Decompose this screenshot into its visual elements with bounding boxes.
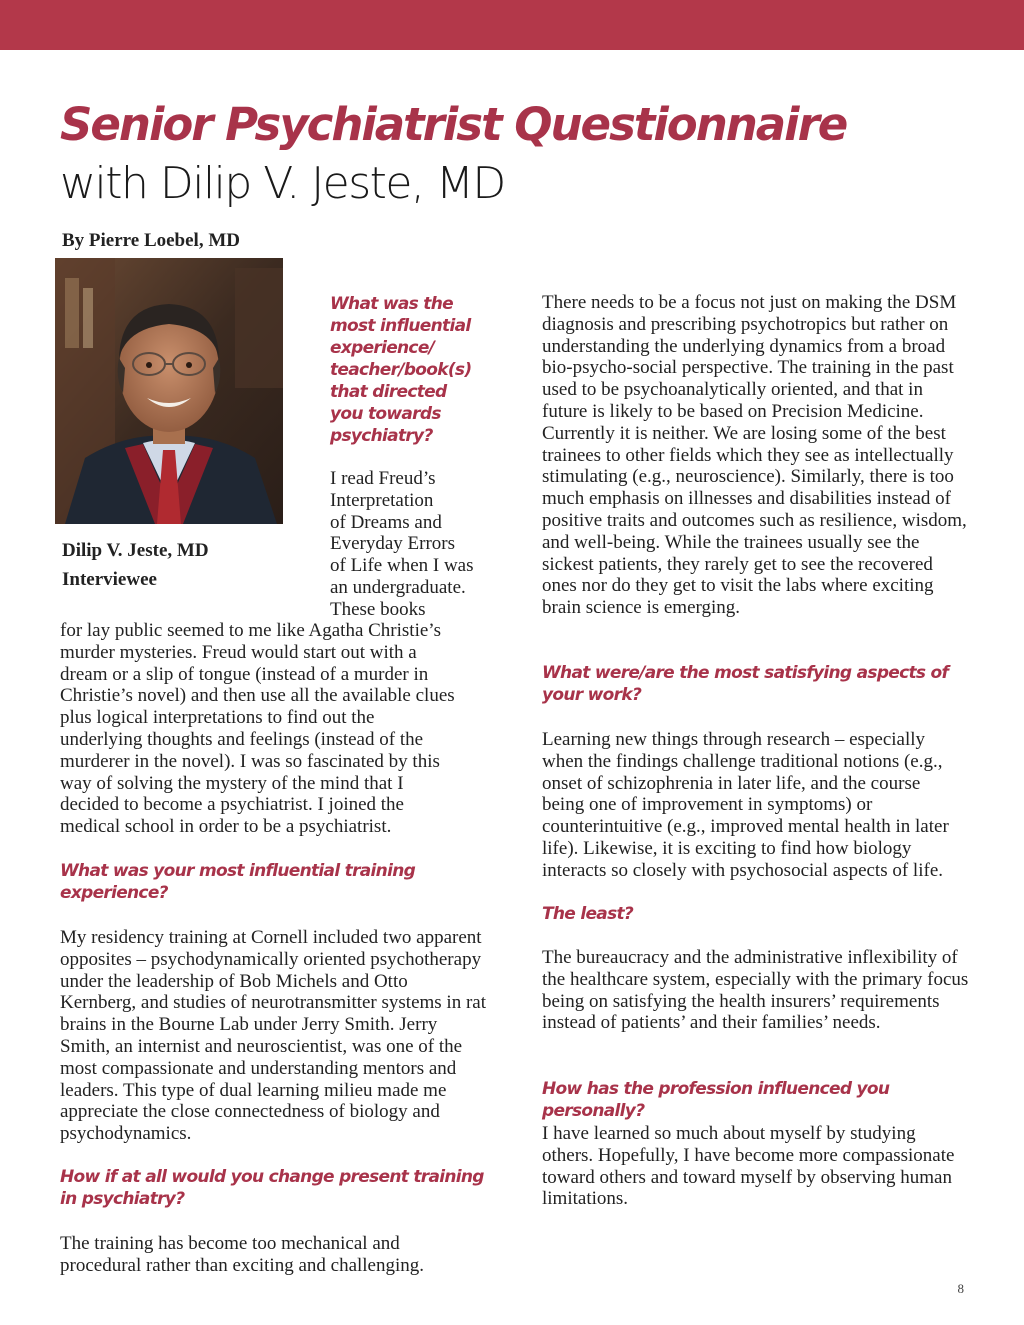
q1-answer-line: These books	[330, 598, 426, 620]
q1-question-line: teacher/book(s)	[330, 360, 472, 380]
q2-question: What was your most influential training experience?	[60, 861, 416, 903]
q1-question-line: What was the	[330, 294, 453, 314]
q1-answer-line: of Life when I was	[330, 555, 474, 577]
q1-answer-line: an undergraduate.	[330, 576, 466, 598]
photo-caption-role: Interviewee	[62, 569, 157, 590]
q1-answer-narrow	[330, 468, 500, 621]
q6-answer: I have learned so much about myself by studying others. Hopefully, I have become more compassionate toward others and toward myself by observing human limitations.	[542, 1123, 955, 1210]
page-number: 8	[957, 1281, 964, 1296]
q3-answer: The training has become too mechanical and procedural rather than exciting and challenging.	[60, 1233, 425, 1276]
q4-answer: Learning new things through research – especially when the findings challenge traditional notions (e.g., onset of schizophrenia in later life, and the course being one of improvement in symptoms) or counterintuitive (e.g., improved mental health in later life). Likewise, it is exciting to find how biology interacts so closely with psychosocial aspects of life.	[542, 729, 949, 881]
q3-answer-continued: There needs to be a focus not just on making the DSM diagnosis and prescribing psychotropics but rather on understanding the underlying dynamics from a broad bio-psycho-social perspective. The training in the past used to be psychoanalytically oriented, and that in future is likely to be based on Precision Medicine. Currently it is neither. We are losing some of the best trainees to other fields which they see as intellectually stimulating (e.g., neuroscience). Similarly, there is too much emphasis on illnesses and disabilities instead of positive traits and outcomes such as resilience, wisdom, and well-being. While the trainees usually see the sickest patients, they rarely get to see the recovered ones nor do they get to visit the labs where exciting brain science is emerging.	[542, 292, 967, 619]
byline: By Pierre Loebel, MD	[62, 230, 240, 251]
top-accent-bar	[0, 0, 1024, 50]
q4-question: What were/are the most satisfying aspects of your work?	[542, 663, 949, 705]
q1-question	[330, 293, 500, 447]
q1-answer-line: Interpretation	[330, 489, 434, 511]
interviewee-portrait	[55, 258, 283, 524]
article-title: Senior Psychiatrist Questionnaire	[60, 98, 847, 151]
q1-question-line: most influential	[330, 316, 471, 336]
q2-answer: My residency training at Cornell included two apparent opposites – psychodynamically oriented psychotherapy under the leadership of Bob Michels and Otto Kernberg, and studies of neurotransmitter systems in rat brains in the Bourne Lab under Jerry Smith. Jerry Smith, an internist and neuroscientist, was one of the most compassionate and understanding mentors and leaders. This type of dual learning milieu made me appreciate the close connectedness of biology and psychodynamics.	[60, 927, 486, 1145]
q5-question: The least?	[542, 904, 634, 924]
q1-answer-line: Everyday Errors	[330, 533, 456, 555]
photo-caption-name: Dilip V. Jeste, MD	[62, 540, 209, 561]
q1-answer-line: of Dreams and	[330, 511, 442, 533]
article-subtitle: with Dilip V. Jeste, MD	[60, 158, 505, 209]
q6-question: How has the profession influenced you personally?	[542, 1079, 890, 1121]
q1-answer-line: I read Freud’s	[330, 468, 436, 489]
q3-question: How if at all would you change present training in psychiatry?	[60, 1167, 484, 1209]
q1-answer-continued: for lay public seemed to me like Agatha Christie’s murder mysteries. Freud would start out with a dream or a slip of tongue (instead of a murder in Christie’s novel) and then use all the available clues plus logical interpretations to find out the underlying thoughts and feelings (instead of the murderer in the novel). I was so fascinated by this way of solving the mystery of the mind that I decided to become a psychiatrist. I joined the medical school in order to be a psychiatrist.	[60, 620, 455, 838]
q1-question-line: experience/	[330, 338, 435, 358]
q1-question-line: psychiatry?	[330, 426, 433, 446]
q1-question-line: that directed	[330, 382, 447, 402]
q1-question-line: you towards	[330, 404, 441, 424]
q5-answer: The bureaucracy and the administrative inflexibility of the healthcare system, especially with the primary focus being on satisfying the health insurers’ requirements instead of patients’ and their families’ needs.	[542, 947, 969, 1034]
